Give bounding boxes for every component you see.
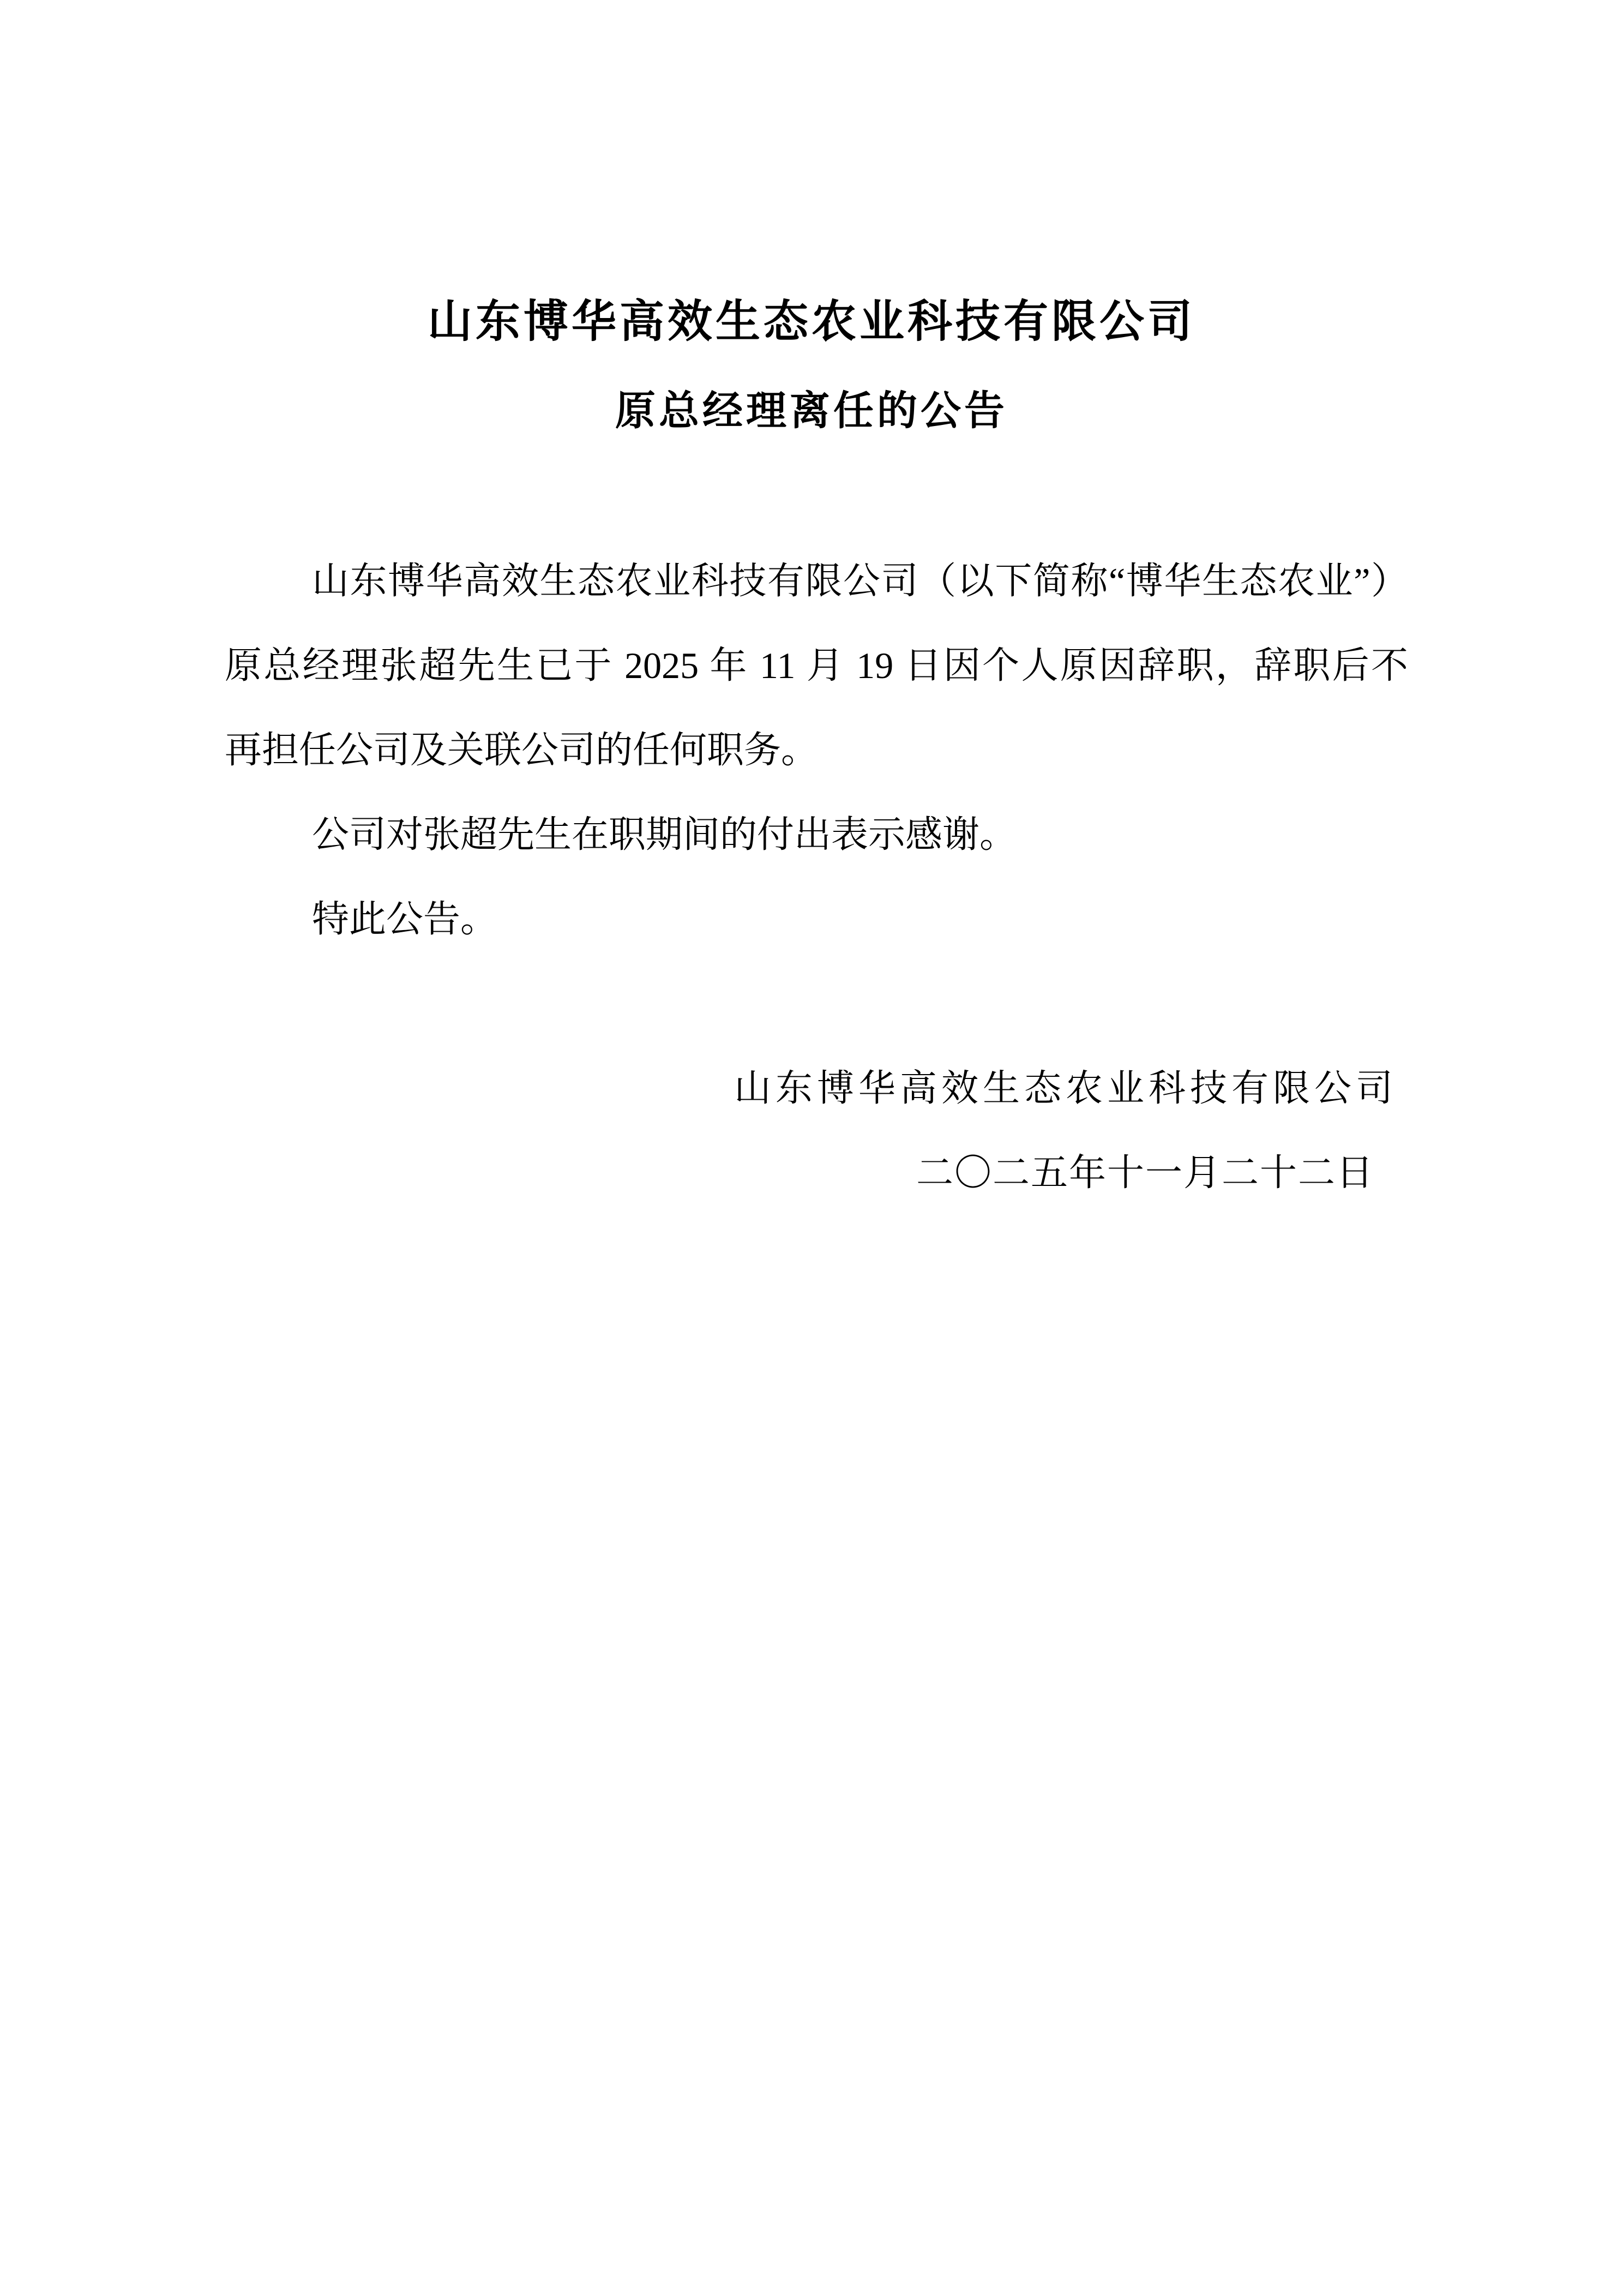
paragraph1-line1: 山东博华高效生态农业科技有限公司（以下简称“博华生态农业”） (312, 560, 1408, 602)
paragraph1-line3: 再担任公司及关联公司的任何职务。 (225, 729, 819, 771)
signature-date: 二〇二五年十一月二十二日 (916, 1152, 1374, 1194)
paragraph2-thanks: 公司对张超先生在职期间的付出表示感谢。 (312, 814, 1017, 855)
document-title-company-name: 山东博华高效生态农业科技有限公司 (427, 297, 1195, 346)
spacer-line (225, 962, 1408, 1046)
paragraph1-line2: 原总经理张超先生已于 2025 年 11 月 19 日因个人原因辞职，辞职后不 (225, 645, 1408, 686)
paragraph3-hereby-announced: 特此公告。 (312, 898, 498, 940)
document-body (225, 539, 1408, 1215)
signature-company-name: 山东博华高效生态农业科技有限公司 (734, 1068, 1397, 1109)
document-title-announcement: 原总经理离任的公告 (615, 389, 1008, 434)
